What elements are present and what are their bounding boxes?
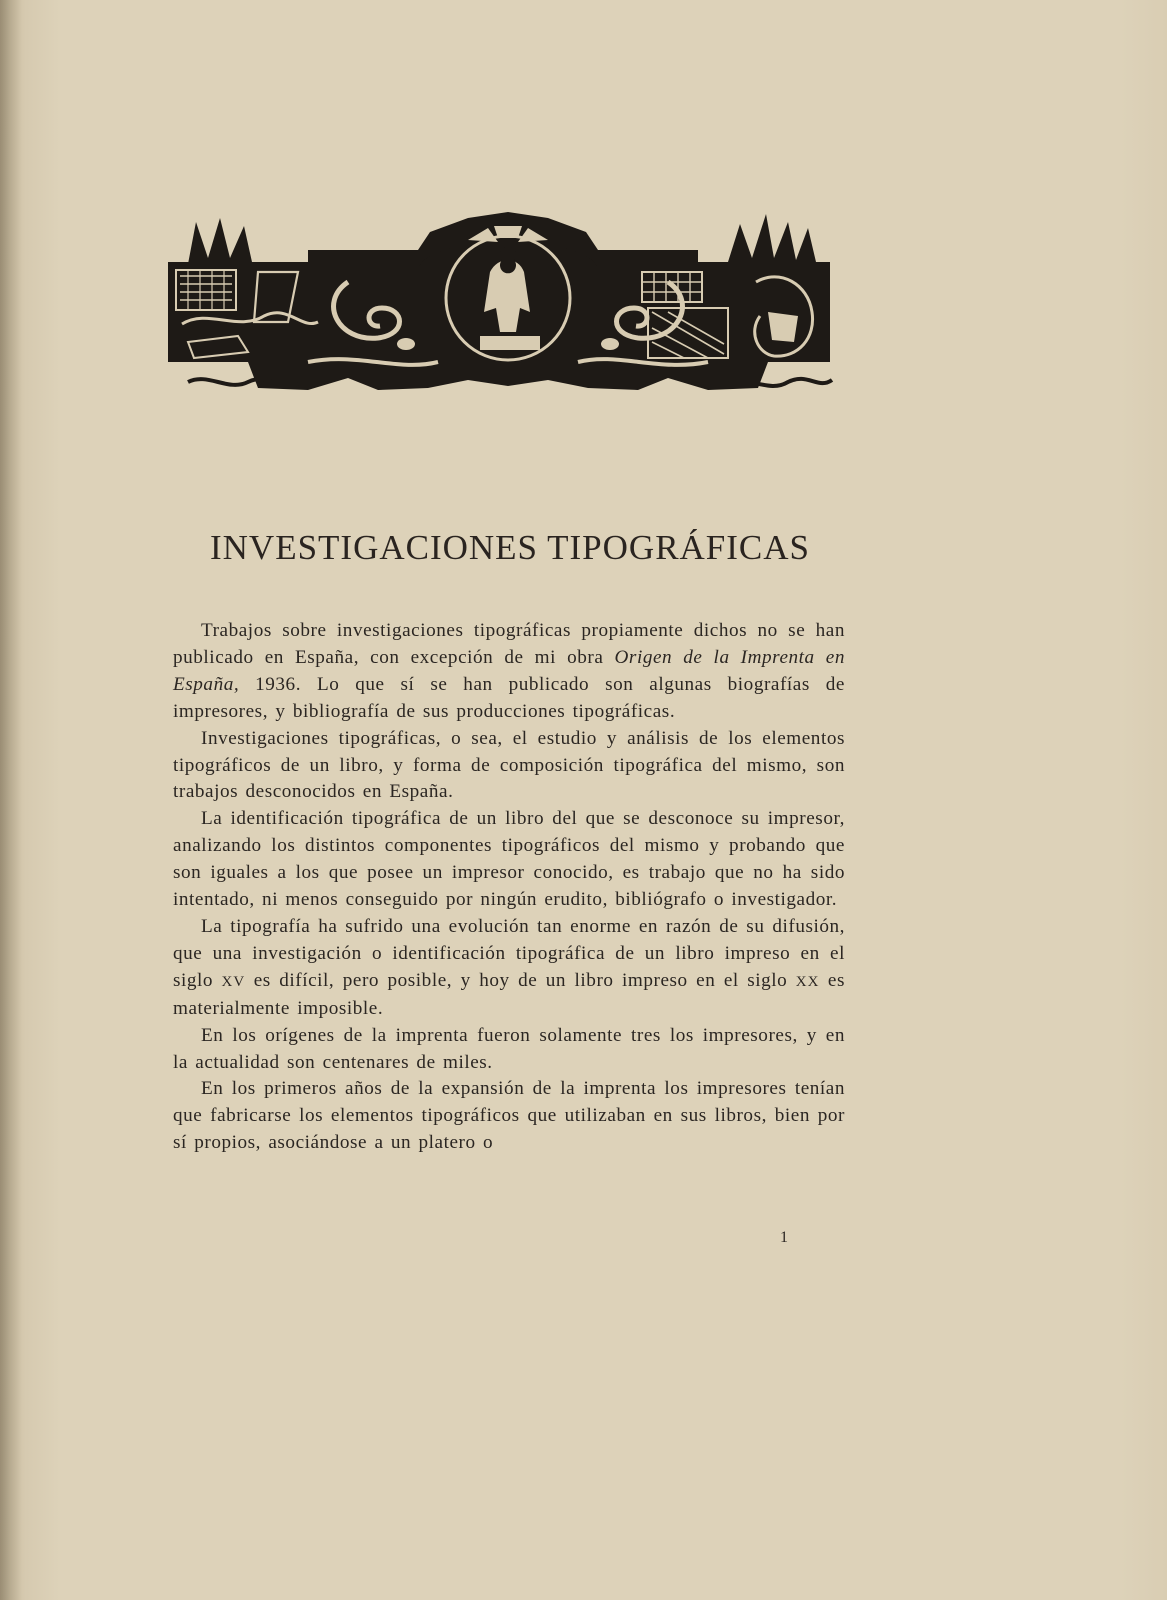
chapter-title: INVESTIGACIONES TIPOGRÁFICAS [209, 528, 811, 567]
paragraph: Trabajos sobre investigaciones tipográficas propiamente dichos no se han publicado en España, con excepción de mi obra Origen de la Imprenta en España, 1936. Lo que sí se han publicado son algunas biografías de impresores, y bibliografía de sus producciones tipográficas. [173, 620, 845, 722]
paragraph: Investigaciones tipográficas, o sea, el estudio y análisis de los elementos tipográficos de un libro, y forma de composición tipográfica del mismo, son trabajos desconocidos en España. [173, 727, 845, 803]
body-text [173, 618, 845, 1157]
paragraph: En los primeros años de la expansión de la imprenta los impresores tenían que fabricarse los elementos tipográficos que utilizaban en sus libros, bien por sí propios, asociándose a un platero o [173, 1078, 845, 1154]
binding-gutter-shadow [0, 0, 22, 1600]
paragraph: La tipografía ha sufrido una evolución tan enorme en razón de su difusión, que una investigación o identificación tipográfica de un libro impreso en el siglo XV es difícil, pero posible, y hoy de un libro impreso en el siglo XX es materialmente imposible. [173, 915, 846, 1019]
paragraph: La identificación tipográfica de un libro del que se desconoce su impresor, analizando los distintos componentes tipográficos del mismo y probando que son iguales a los que posee un impresor conocido, es trabajo que no ha sido intentado, ni menos conseguido por ningún erudito, bibliógrafo o investigador. [173, 808, 845, 911]
woodcut-headpiece-icon [168, 212, 848, 404]
paragraph: En los orígenes de la imprenta fueron solamente tres los impresores, y en la actualidad son centenares de miles. [173, 1024, 845, 1073]
page-number: 1 [780, 1229, 788, 1246]
book-title-italic: Origen de la Imprenta en España, [173, 646, 845, 695]
